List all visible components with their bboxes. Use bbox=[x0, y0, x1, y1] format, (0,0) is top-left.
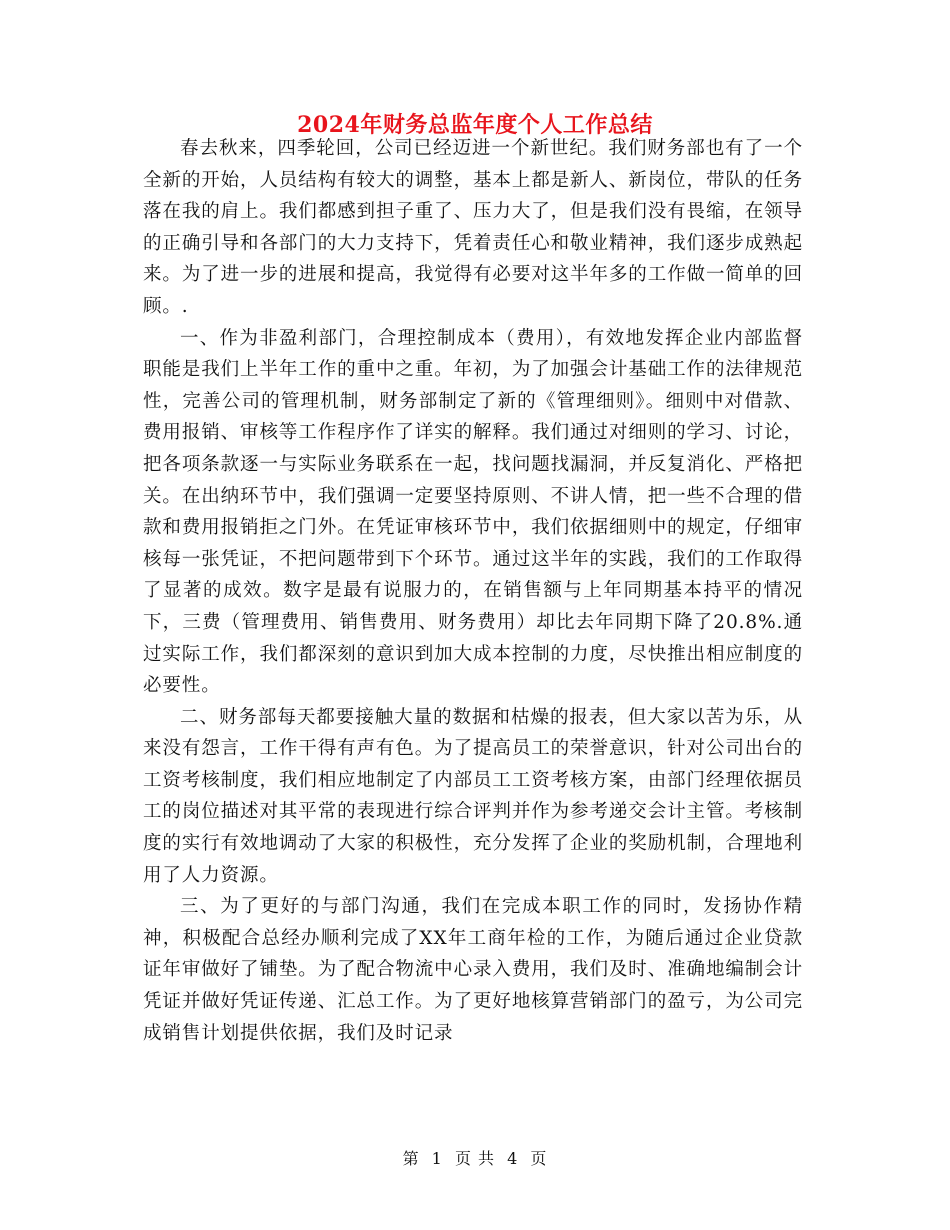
document-title: 2024年财务总监年度个人工作总结 bbox=[297, 112, 653, 138]
paragraph-intro: 春去秋来，四季轮回，公司已经迈进一个新世纪。我们财务部也有了一个全新的开始，人员结构有较大的调整，基本上都是新人、新岗位，带队的任务落在我的肩上。我们都感到担子重了、压力大了，但是我们没有畏缩，在领导的正确引导和各部门的大力支持下，凭着责任心和敬业精神，我们逐步成熟起来。为了进一步的进展和提高，我觉得有必要对这半年多的工作做一简单的回顾。. bbox=[143, 138, 803, 317]
footer-total-pages: 4 bbox=[507, 1149, 519, 1168]
document-body bbox=[143, 133, 803, 1049]
footer-prefix: 第 bbox=[402, 1149, 420, 1168]
page-footer bbox=[0, 1148, 950, 1170]
paragraph-section-3: 三、为了更好的与部门沟通，我们在完成本职工作的同时，发扬协作精神，积极配合总经办顺利完成了XX年工商年检的工作，为随后通过企业贷款证年审做好了铺垫。为了配合物流中心录入费用，我们及时、准确地编制会计凭证并做好凭证传递、汇总工作。为了更好地核算营销部门的盈亏，为公司完成销售计划提供依据，我们及时记录 bbox=[143, 896, 803, 1044]
footer-suffix: 页 bbox=[530, 1149, 548, 1168]
footer-middle: 页 共 bbox=[454, 1149, 496, 1168]
paragraph-section-2: 二、财务部每天都要接触大量的数据和枯燥的报表，但大家以苦为乐，从来没有怨言，工作干得有声有色。为了提高员工的荣誉意识，针对公司出台的工资考核制度，我们相应地制定了内部员工工资考核方案，由部门经理依据员工的岗位描述对其平常的表现进行综合评判并作为参考递交会计主管。考核制度的实行有效地调动了大家的积极性，充分发挥了企业的奖励机制，合理地利用了人力资源。 bbox=[143, 706, 803, 886]
footer-page-number: 1 bbox=[431, 1149, 443, 1168]
paragraph-section-1: 一、作为非盈利部门，合理控制成本（费用），有效地发挥企业内部监督职能是我们上半年工作的重中之重。年初，为了加强会计基础工作的法律规范性，完善公司的管理机制，财务部制定了新的《管理细则》。细则中对借款、费用报销、审核等工作程序作了详实的解释。我们通过对细则的学习、讨论，把各项条款逐一与实际业务联系在一起，找问题找漏洞，并反复消化、严格把关。在出纳环节中，我们强调一定要坚持原则、不讲人情，把一些不合理的借款和费用报销拒之门外。在凭证审核环节中，我们依据细则中的规定，仔细审核每一张凭证，不把问题带到下个环节。通过这半年的实践，我们的工作取得了显著的成效。数字是最有说服力的，在销售额与上年同期基本持平的情况下，三费（管理费用、销售费用、财务费用）却比去年同期下降了20.8%.通过实际工作，我们都深刻的意识到加大成本控制的力度，尽快推出相应制度的必要性。 bbox=[143, 327, 803, 697]
